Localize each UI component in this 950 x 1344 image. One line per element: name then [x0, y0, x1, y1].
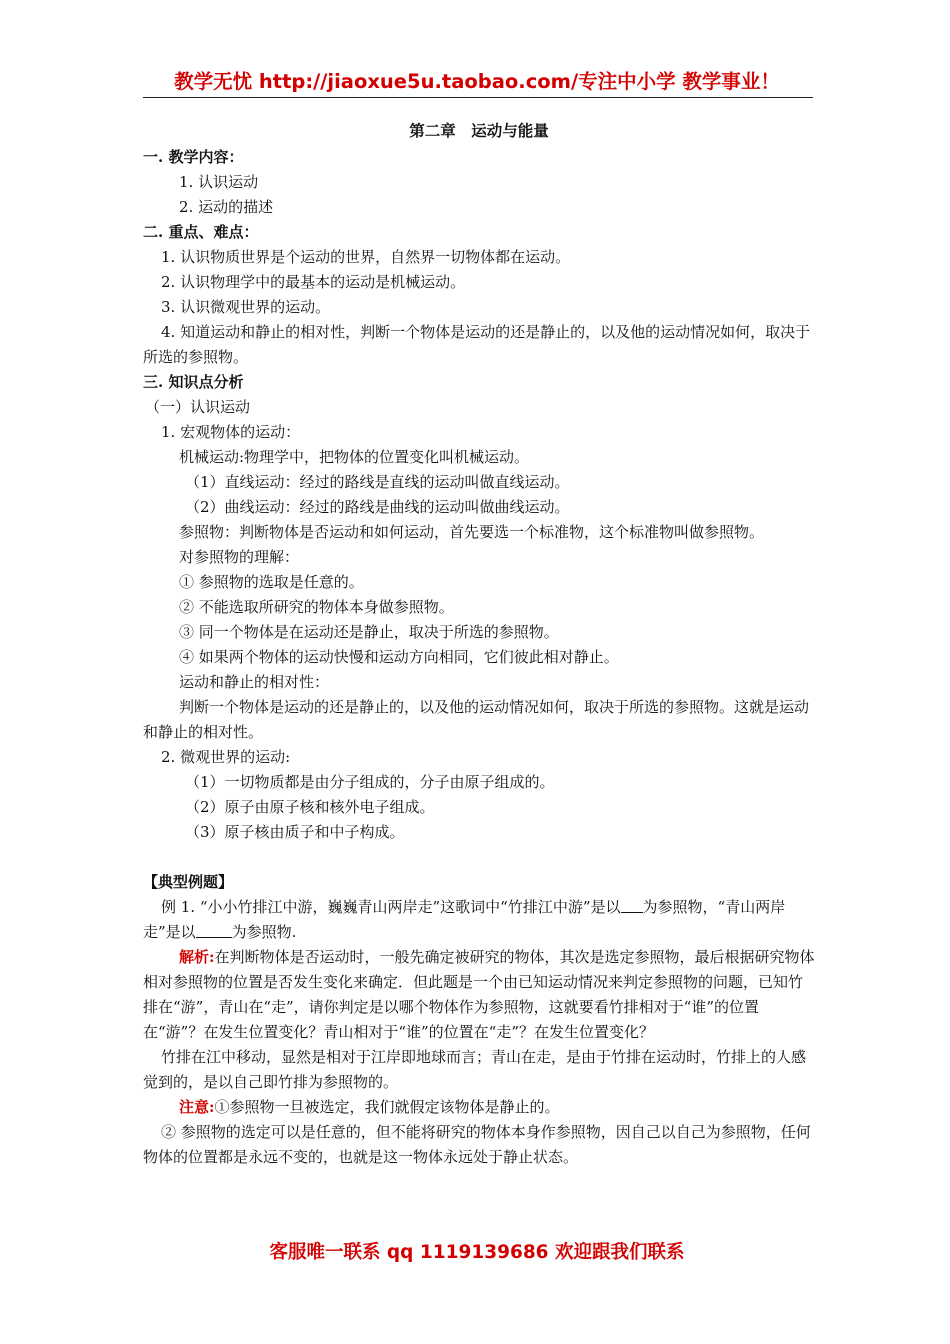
- question-text: 为参照物.: [231, 923, 297, 941]
- label: 对参照物的理解：: [179, 548, 300, 566]
- list-item: （1）一切物质都是由分子组成的，分子由原子组成的。: [185, 773, 555, 791]
- list-item: ① 参照物的选取是任意的。: [179, 573, 364, 591]
- subsection-heading: （一）认识运动: [145, 398, 251, 416]
- spacer: [143, 845, 815, 870]
- list-item: （2）原子由原子核和核外电子组成。: [185, 798, 435, 816]
- note-text: ①参照物一旦被选定，我们就假定该物体是静止的。: [214, 1098, 560, 1116]
- definition: （1）直线运动：经过的路线是直线的运动叫做直线运动。: [185, 473, 570, 491]
- note-paragraph: ② 参照物的选定可以是任意的，但不能将研究的物体本身作参照物，因自己以自己为参照物，任何物体的位置都是永远不变的，也就是这一物体永远处于静止状态。: [143, 1123, 811, 1166]
- definition: 机械运动:物理学中，把物体的位置变化叫机械运动。: [179, 448, 530, 466]
- header-divider: [143, 97, 813, 98]
- contact-footer: 客服唯一联系 qq 1119139686 欢迎跟我们联系: [269, 1242, 685, 1263]
- site-header: 教学无忧 http://jiaoxue5u.taobao.com/专注中小学 教学事业！: [174, 70, 780, 93]
- list-item: 4. 知道运动和静止的相对性，判断一个物体是运动的还是静止的，以及他的运动情况如何，取决于所选的参照物。: [143, 323, 811, 366]
- answer-blank: [196, 923, 232, 938]
- list-item: 2. 认识物理学中的最基本的运动是机械运动。: [161, 273, 466, 291]
- question-text: 例 1. “小小竹排江中游，巍巍青山两岸走”这歌词中“竹排江中游”是以: [161, 898, 621, 916]
- definition: 参照物：判断物体是否运动和如何运动，首先要选一个标准物，这个标准物叫做参照物。: [179, 523, 765, 541]
- list-item: ③ 同一个物体是在运动还是静止，取决于所选的参照物。: [179, 623, 559, 641]
- document-body: [143, 118, 815, 1170]
- point-heading: 1. 宏观物体的运动：: [161, 423, 301, 441]
- paragraph: 判断一个物体是运动的还是静止的，以及他的运动情况如何，取决于所选的参照物。这就是运动和静止的相对性。: [143, 698, 810, 741]
- answer-paragraph: 竹排在江中移动，显然是相对于江岸即地球而言；青山在走，是由于竹排在运动时，竹排上的人感觉到的，是以自己即竹排为参照物的。: [143, 1048, 807, 1091]
- note-label: 注意:: [179, 1098, 215, 1116]
- definition: （2）曲线运动：经过的路线是曲线的运动叫做曲线运动。: [185, 498, 570, 516]
- list-item: ④ 如果两个物体的运动快慢和运动方向相同，它们彼此相对静止。: [179, 648, 619, 666]
- examples-heading: 【典型例题】: [143, 873, 234, 891]
- note-paragraph: [143, 1095, 815, 1120]
- analysis-label: 解析:: [179, 948, 215, 966]
- list-item: 2. 运动的描述: [179, 198, 274, 216]
- section-heading: 二. 重点、难点：: [143, 223, 259, 241]
- analysis-paragraph: [143, 945, 815, 1045]
- chapter-title: 第二章 运动与能量: [409, 121, 549, 140]
- label: 运动和静止的相对性：: [179, 673, 330, 691]
- question-text: 为参照物，“青山两岸走”是以: [143, 898, 786, 941]
- point-heading: 2. 微观世界的运动:: [161, 748, 291, 766]
- analysis-text: 在判断物体是否运动时，一般先确定被研究的物体，其次是选定参照物，最后根据研究物体相对参照物的位置是否发生变化来确定．但此题是一个由已知运动情况来判定参照物的问题，已知竹排在“游”，青山在“走”，请你判定是以哪个物体作为参照物，这就要看竹排相对于“谁”的位置在“游”？在发生位置变化？青山相对于“谁”的位置在“走”？在发生位置变化？: [143, 948, 815, 1041]
- list-item: ② 不能选取所研究的物体本身做参照物。: [179, 598, 454, 616]
- answer-blank: [621, 898, 643, 913]
- list-item: （3）原子核由质子和中子构成。: [185, 823, 405, 841]
- list-item: 1. 认识物质世界是个运动的世界，自然界一切物体都在运动。: [161, 248, 571, 266]
- section-heading: 三. 知识点分析: [143, 373, 244, 391]
- list-item: 1. 认识运动: [179, 173, 259, 191]
- list-item: 3. 认识微观世界的运动。: [161, 298, 331, 316]
- example-question: [143, 895, 815, 945]
- section-heading: 一. 教学内容：: [143, 148, 244, 166]
